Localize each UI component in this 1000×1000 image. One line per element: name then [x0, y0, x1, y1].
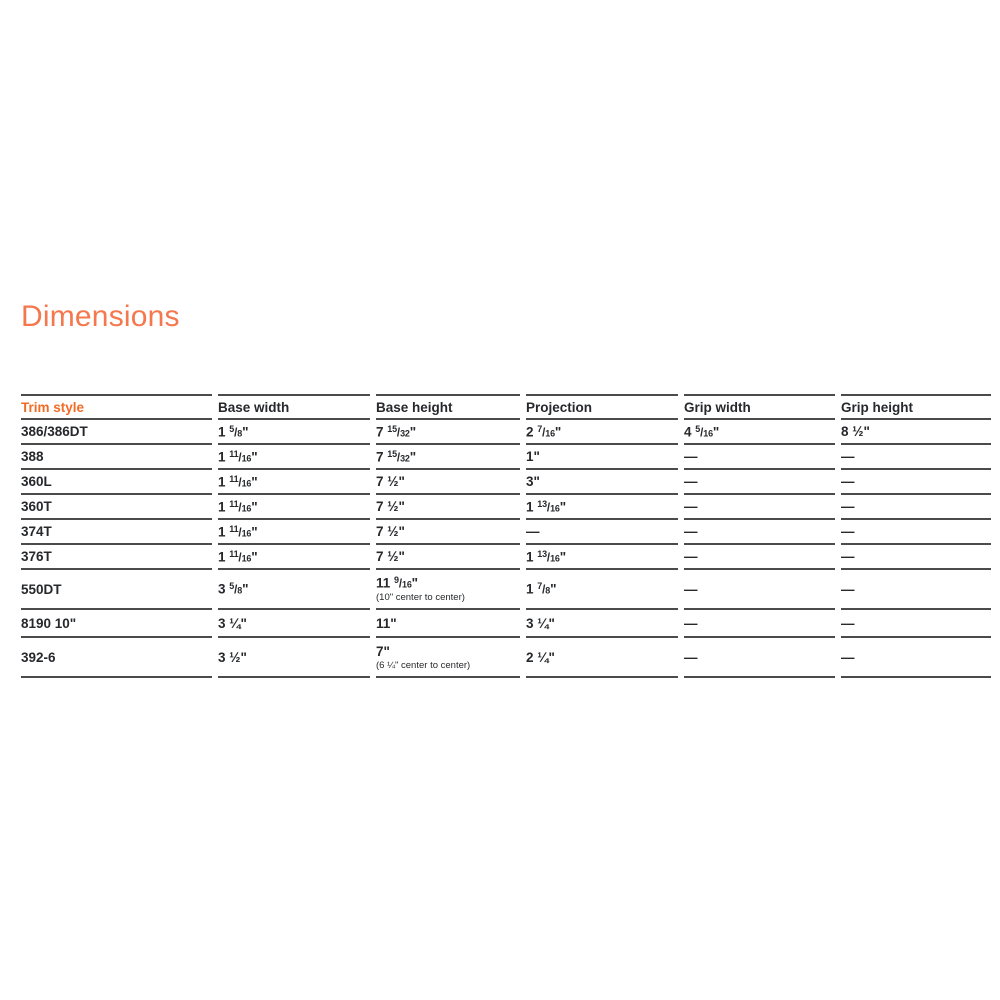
table-row [21, 610, 991, 638]
cell-trim-style: 8190 10" [21, 610, 212, 638]
column-header-grip-height: Grip height [841, 394, 991, 420]
cell-base-width: 3 ¼" [218, 610, 370, 638]
cell-base-height [376, 495, 520, 520]
cell-projection: 1 $^7$/8" [526, 570, 678, 610]
cell-value: 7 ½" [376, 549, 405, 564]
cell-trim-style: 386/386DT [21, 420, 212, 445]
cell-note: (6 ¼" center to center) [376, 659, 471, 671]
header-row [21, 394, 991, 420]
cell-grip-height: — [841, 638, 991, 678]
cell-projection: 2 $^7$/16" [526, 420, 678, 445]
table-row [21, 545, 991, 570]
cell-projection: 1 $^{13}$/16" [526, 545, 678, 570]
cell-value: 7 ½" [376, 524, 405, 539]
cell-base-width: 1 $^{11}$/16" [218, 520, 370, 545]
cell-base-height [376, 420, 520, 445]
column-header-trim-style: Trim style [21, 394, 212, 420]
cell-base-width: 1 $^{11}$/16" [218, 545, 370, 570]
cell-base-width: 3 ½" [218, 638, 370, 678]
table-row [21, 495, 991, 520]
cell-value: 7 ½" [376, 499, 405, 514]
table-row [21, 638, 991, 678]
table-header [21, 394, 991, 420]
cell-projection: 3" [526, 470, 678, 495]
column-header-projection: Projection [526, 394, 678, 420]
cell-base-height [376, 470, 520, 495]
cell-trim-style: 376T [21, 545, 212, 570]
dimensions-table [15, 394, 997, 678]
cell-base-width: 3 $^5$/8" [218, 570, 370, 610]
cell-grip-height: — [841, 570, 991, 610]
table-body [21, 420, 991, 678]
cell-projection: 3 ¼" [526, 610, 678, 638]
cell-value: 7" [376, 643, 390, 659]
cell-grip-height: 8 ½" [841, 420, 991, 445]
column-header-base-height: Base height [376, 394, 520, 420]
table-row [21, 445, 991, 470]
cell-grip-width: — [684, 445, 835, 470]
cell-grip-width: — [684, 495, 835, 520]
table-row [21, 470, 991, 495]
cell-grip-height: — [841, 545, 991, 570]
cell-value: 7 $^{15}$/32" [376, 448, 417, 465]
cell-value: 7 ½" [376, 474, 405, 489]
cell-grip-width: — [684, 610, 835, 638]
cell-projection: 1" [526, 445, 678, 470]
cell-projection: — [526, 520, 678, 545]
cell-grip-width: 4 $^5$/16" [684, 420, 835, 445]
cell-base-width: 1 $^5$/8" [218, 420, 370, 445]
cell-base-height [376, 445, 520, 470]
cell-base-width: 1 $^{11}$/16" [218, 495, 370, 520]
cell-trim-style: 360L [21, 470, 212, 495]
cell-grip-width: — [684, 545, 835, 570]
cell-grip-height: — [841, 495, 991, 520]
cell-grip-width: — [684, 520, 835, 545]
cell-base-width: 1 $^{11}$/16" [218, 445, 370, 470]
cell-grip-width: — [684, 638, 835, 678]
cell-projection: 1 $^{13}$/16" [526, 495, 678, 520]
cell-value: 11" [376, 615, 397, 631]
cell-grip-height: — [841, 520, 991, 545]
cell-base-height [376, 520, 520, 545]
cell-projection: 2 ¼" [526, 638, 678, 678]
cell-base-height [376, 545, 520, 570]
page-title: Dimensions [21, 300, 180, 333]
cell-grip-height: — [841, 445, 991, 470]
cell-trim-style: 360T [21, 495, 212, 520]
cell-value: 11 $^9$/16" [376, 575, 419, 591]
cell-grip-width: — [684, 570, 835, 610]
cell-trim-style: 388 [21, 445, 212, 470]
cell-trim-style: 550DT [21, 570, 212, 610]
cell-note: (10" center to center) [376, 591, 465, 603]
cell-base-height [376, 610, 520, 638]
table-row [21, 520, 991, 545]
table-row [21, 570, 991, 610]
cell-base-height [376, 638, 520, 678]
cell-grip-height: — [841, 470, 991, 495]
column-header-base-width: Base width [218, 394, 370, 420]
cell-base-width: 1 $^{11}$/16" [218, 470, 370, 495]
cell-value: 7 $^{15}$/32" [376, 423, 417, 440]
cell-grip-height: — [841, 610, 991, 638]
cell-base-height [376, 570, 520, 610]
cell-grip-width: — [684, 470, 835, 495]
cell-trim-style: 392-6 [21, 638, 212, 678]
table-row [21, 420, 991, 445]
column-header-grip-width: Grip width [684, 394, 835, 420]
cell-trim-style: 374T [21, 520, 212, 545]
